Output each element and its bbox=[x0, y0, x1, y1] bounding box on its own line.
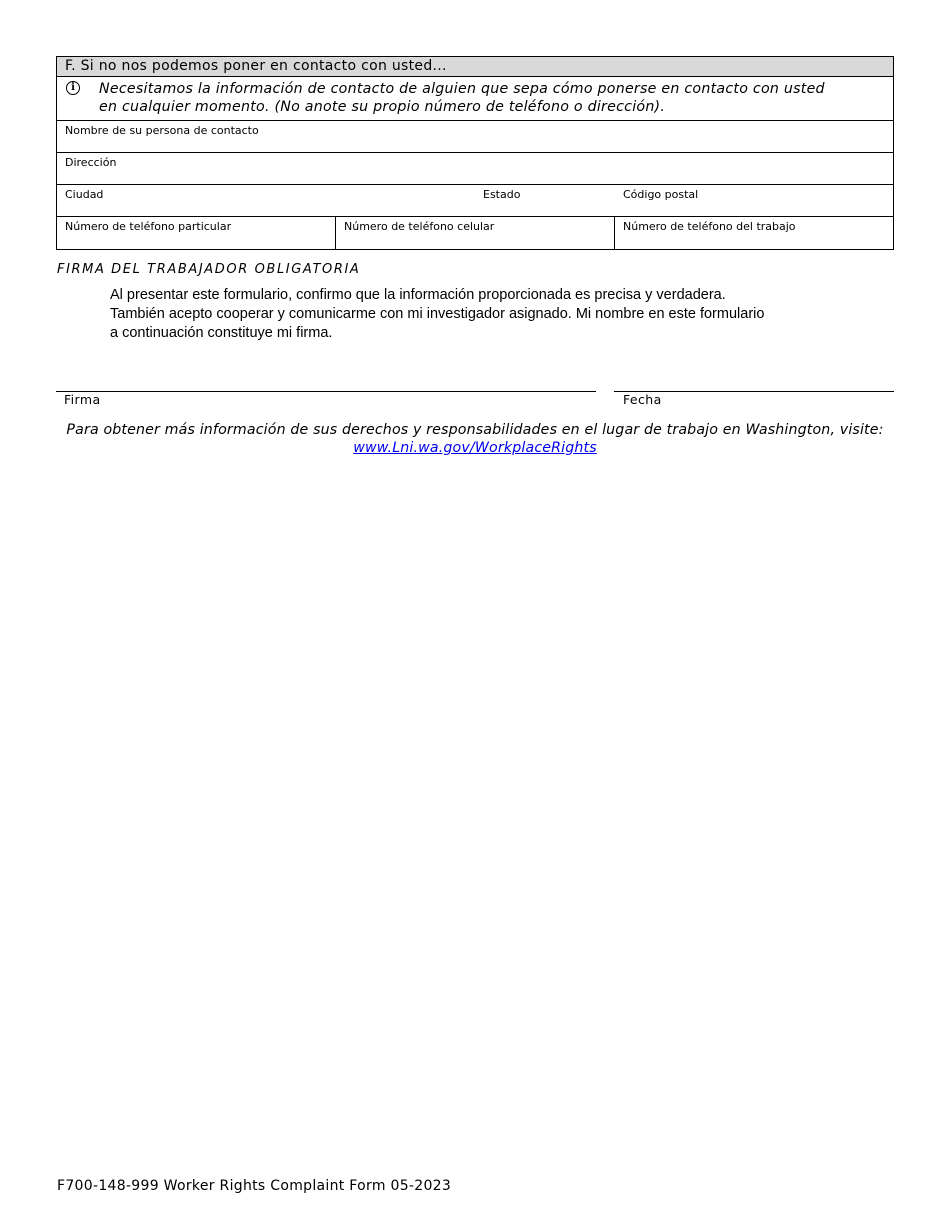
more-info-text: Para obtener más información de sus derechos y responsabilidades en el lugar de trabajo en Washington, visite: bbox=[66, 422, 884, 438]
signature-line-1: Al presentar este formulario, confirmo que la información proporcionada es precisa y verdadera. bbox=[110, 287, 726, 303]
info-row bbox=[57, 77, 893, 121]
signature-line[interactable] bbox=[56, 391, 596, 392]
signature-statement bbox=[110, 286, 764, 343]
city-state-zip-row bbox=[57, 185, 893, 217]
info-line-2: en cualquier momento. (No anote su propio número de teléfono o dirección). bbox=[99, 99, 666, 115]
contact-name-field[interactable] bbox=[57, 121, 893, 153]
more-info bbox=[56, 421, 894, 457]
contact-section bbox=[56, 56, 894, 250]
address-label: Dirección bbox=[65, 156, 117, 169]
zip-label: Código postal bbox=[623, 188, 699, 201]
signature-line-3: a continuación constituye mi firma. bbox=[110, 325, 333, 341]
city-label: Ciudad bbox=[65, 188, 104, 201]
contact-name-label: Nombre de su persona de contacto bbox=[65, 124, 259, 137]
cell-divider bbox=[614, 217, 615, 249]
work-phone-label: Número de teléfono del trabajo bbox=[623, 220, 796, 233]
home-phone-label: Número de teléfono particular bbox=[65, 220, 232, 233]
signature-label: Firma bbox=[64, 392, 101, 407]
signature-line-2: También acepto cooperar y comunicarme con mi investigador asignado. Mi nombre en este formulario bbox=[110, 306, 765, 322]
form-footer: F700-148-999 Worker Rights Complaint Form 05-2023 bbox=[57, 1178, 452, 1194]
signature-title: FIRMA DEL TRABAJADOR OBLIGATORIA bbox=[57, 262, 361, 277]
date-label: Fecha bbox=[623, 392, 662, 407]
cell-phone-label: Número de teléfono celular bbox=[344, 220, 495, 233]
workplace-rights-link[interactable]: www.Lni.wa.gov/WorkplaceRights bbox=[353, 440, 597, 456]
cell-divider bbox=[335, 217, 336, 249]
section-header: F. Si no nos podemos poner en contacto con usted... bbox=[57, 57, 893, 77]
address-field[interactable] bbox=[57, 153, 893, 185]
info-text bbox=[99, 80, 825, 116]
state-label: Estado bbox=[483, 188, 521, 201]
info-circle-icon: i bbox=[66, 81, 80, 95]
info-line-1: Necesitamos la información de contacto de alguien que sepa cómo ponerse en contacto con usted bbox=[99, 81, 825, 97]
phone-row bbox=[57, 217, 893, 249]
